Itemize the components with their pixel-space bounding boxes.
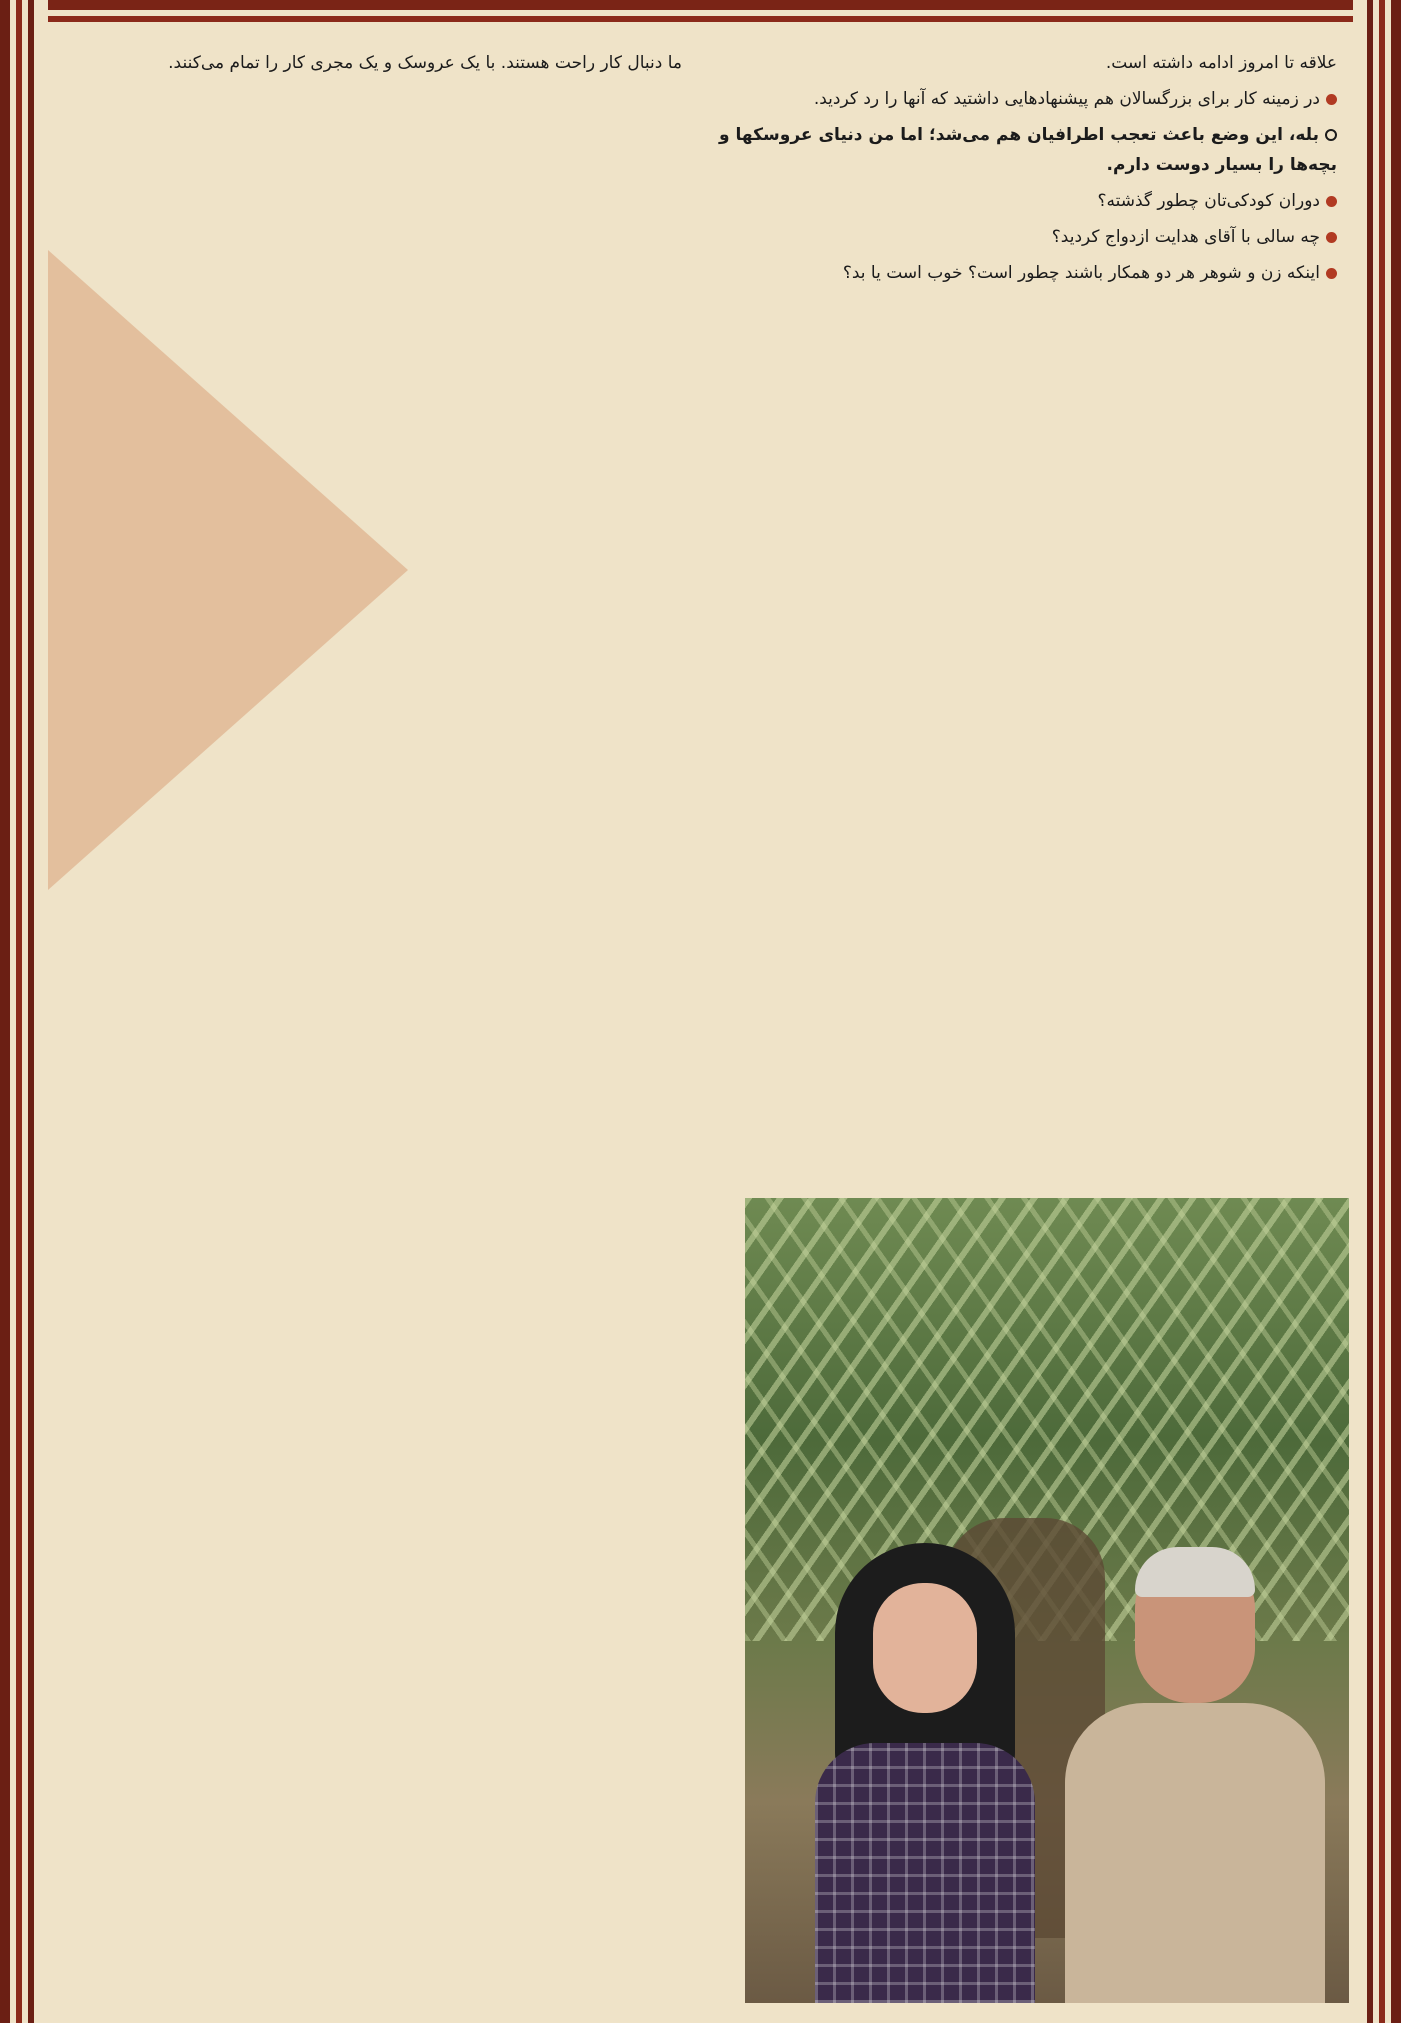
couple-photo [745, 1198, 1349, 2003]
question-bullet-icon [1326, 232, 1337, 243]
paragraph-question [719, 258, 1337, 288]
woman-figure [815, 1543, 1035, 2003]
paragraph-text: در زمینه کار برای بزرگسالان هم پیشنهادهایی داشتید که آنها را رد کردید. [813, 89, 1320, 109]
left-column [64, 48, 682, 84]
question-bullet-icon [1326, 196, 1337, 207]
paragraph-question [719, 186, 1337, 216]
right-column [719, 48, 1337, 294]
man-figure [1065, 1553, 1325, 2003]
paragraph-text [64, 48, 682, 78]
answer-circle-icon [1325, 129, 1337, 141]
question-bullet-icon [1326, 94, 1337, 105]
paragraph-text: بله، این وضع باعث تعجب اطرافیان هم می‌شد؛ اما من دنیای عروسکها و بچه‌ها را بسیار دوست دارم. [719, 125, 1337, 175]
paragraph-text: ما دنبال کار راحت هستند. با یک عروسک و یک مجری کار را تمام می‌کنند. [168, 53, 682, 73]
paragraph-text: دوران کودکی‌تان چطور گذشته؟ [1097, 191, 1320, 211]
paragraph-answer [719, 120, 1337, 180]
paragraph-text: علاقه تا امروز ادامه داشته است. [1105, 53, 1337, 73]
top-border [0, 0, 1401, 26]
paragraph-text: اینکه زن و شوهر هر دو همکار باشند چطور است؟ خوب است یا بد؟ [842, 263, 1320, 283]
paragraph-text [719, 48, 1337, 78]
left-border [0, 0, 48, 2023]
right-border [1353, 0, 1401, 2023]
paragraph-question [719, 222, 1337, 252]
question-bullet-icon [1326, 268, 1337, 279]
paragraph-text: چه سالی با آقای هدایت ازدواج کردید؟ [1051, 227, 1320, 247]
paragraph-question [719, 84, 1337, 114]
